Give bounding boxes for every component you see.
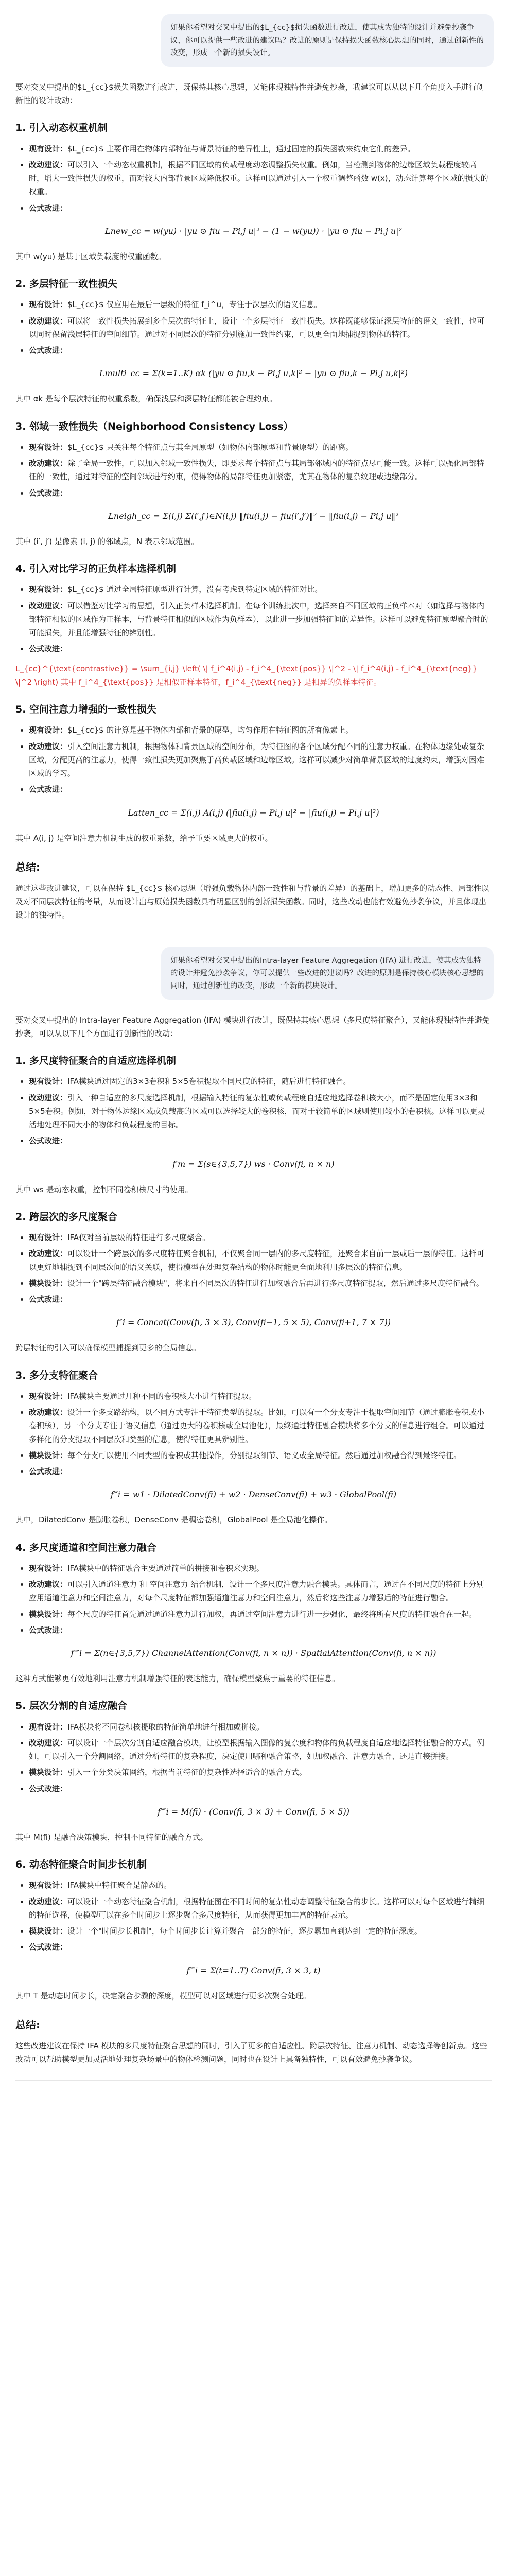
point-text: 引入一个分类决策网络，根据当前特征的复杂性选择适合的融合方式。 xyxy=(67,1768,307,1777)
point-label: 模块设计： xyxy=(29,1278,68,1288)
section-title: 5. 空间注意力增强的一致性损失 xyxy=(15,704,157,716)
point-item xyxy=(29,1075,492,1088)
point-item xyxy=(29,583,492,596)
summary-text: 通过这些改进建议，可以在保持 $L_{cc}$ 核心思想（增强负载物体内部一致性和与背景的差异）的基础上，增加更多的动态性、局部性以及对不同层次特征的考量，从而设计出与原始损失函数具有明显区别的创新损失函数。同时，这些改动也能有效避免抄袭争议，并且体现出设计的独特性。 xyxy=(15,883,489,920)
point-item xyxy=(29,440,492,454)
point-label: 公式改进： xyxy=(29,1295,68,1304)
point-text: $L_{cc}$ 仅应用在最后一层级的特征 f_i^u，专注于深层次的语义信息。 xyxy=(67,300,322,310)
point-item xyxy=(29,314,492,342)
section-points xyxy=(15,723,492,796)
section-title: 1. 多尺度特征聚合的自适应选择机制 xyxy=(15,1055,177,1067)
point-text: IFA模块通过固定的3×3卷积和5×5卷积提取不同尺度的特征，随后进行特征融合。 xyxy=(67,1077,351,1087)
point-item xyxy=(29,1293,492,1306)
section-title: 2. 多层特征一致性损失 xyxy=(15,278,118,290)
point-text: 设计一个"时间步长机制"，每个时间步长计算并聚合一部分的特征，逐步累加直到达到一定的特征深度。 xyxy=(67,1926,422,1936)
point-item xyxy=(29,1607,492,1621)
user-message-2: 如果你希望对交叉中提出的Intra-layer Feature Aggregation (IFA) 进行改进，使其成为独特的设计并避免抄袭争议，你可以提供一些改进的建议吗？改进的原则是保持核心模块核心思想的同时，通过创新性的改变，形成一个新的模块设计。 xyxy=(161,947,494,1000)
point-label: 现有设计： xyxy=(29,585,68,595)
point-label: 模块设计： xyxy=(29,1609,68,1619)
point-text: $L_{cc}$ 的计算是基于物体内部和背景的原型，均匀作用在特征图的所有像素上。 xyxy=(67,725,354,735)
point-item xyxy=(29,201,492,215)
point-item xyxy=(29,1736,492,1764)
point-label: 公式改进： xyxy=(29,203,68,213)
formula-note: 其中 A(i, j) 是空间注意力机制生成的权重系数，给予重要区域更大的权重。 xyxy=(15,833,273,843)
user-message-row-1 xyxy=(13,14,494,67)
section-points xyxy=(15,440,492,500)
point-item xyxy=(29,1449,492,1462)
point-text: 可以设计一个动态特征聚合机制，根据特征图在不同时间的复杂性动态调整特征聚合的步长。这样可以对每个区域进行精细的特征选择，使模型可以在多个时间步上逐步聚合多尺度特征，从而获得更加丰富的特征表示。 xyxy=(29,1896,485,1920)
point-text: 可以设计一个跨层次的多尺度特征聚合机制，不仅聚合同一层内的多尺度特征，还聚合来自前一层或后一层的特征。这样可以更好地捕捉到不同层次间的语义关联，使得模型在处理复杂结构的物体时能更全面地利用多层次的特征信息。 xyxy=(29,1249,485,1272)
point-label: 现有设计： xyxy=(29,300,68,310)
point-item xyxy=(29,456,492,484)
point-text: IFA模块中特征聚合是静态的。 xyxy=(67,1880,171,1890)
section-title: 4. 多尺度通道和空间注意力融合 xyxy=(15,1541,157,1553)
point-label: 改动建议： xyxy=(29,1093,68,1103)
point-text: 除了全局一致性，可以加入邻域一致性损失，即要求每个特征点与其局部邻域内的特征点尽可能一致。这样可以强化局部特征的一致性，通过对特征的空间邻域进行约束，使得物体的局部特征更加紧密，尤其在物体的复杂纹理或边缘部分。 xyxy=(29,459,485,482)
point-item xyxy=(29,642,492,655)
point-text: 设计一个"跨层特征融合模块"，将来自不同层次的特征进行加权融合后再进行多尺度特征提取，然后通过多尺度特征融合。 xyxy=(67,1278,484,1288)
point-label: 现有设计： xyxy=(29,1391,68,1401)
formula: Latten_cc = Σ(i,j) A(i,j) (|fiu(i,j) − Pi,j u|² − |fiu(i,j) − Pi,j u|²) xyxy=(128,807,379,818)
point-label: 现有设计： xyxy=(29,1233,68,1243)
formula: Lneigh_cc = Σ(i,j) Σ(i′,j′)∈N(i,j) ‖fiu(i,j) − fiu(i′,j′)‖² − ‖fiu(i,j) − Pi,j u‖² xyxy=(108,511,399,521)
formula-note: 其中 M(fi) 是融合决策模块，控制不同特征的融合方式。 xyxy=(15,1832,208,1842)
section-points xyxy=(15,1878,492,1954)
point-item xyxy=(29,740,492,781)
point-label: 公式改进： xyxy=(29,1942,68,1952)
point-label: 现有设计： xyxy=(29,442,68,452)
point-text: IFA仅对当前层级的特征进行多尺度聚合。 xyxy=(67,1233,210,1243)
point-item xyxy=(29,486,492,500)
point-label: 改动建议： xyxy=(29,1580,68,1589)
section-title: 5. 层次分割的自适应融合 xyxy=(15,1700,128,1712)
point-label: 改动建议： xyxy=(29,1738,68,1748)
point-label: 公式改进： xyxy=(29,1467,68,1477)
point-text: 可以借鉴对比学习的思想，引入正负样本选择机制。在每个训练批次中，选择来自不同区域的正负样本对（如选择与物体内部特征相似的区域作为正样本，与背景特征相似的区域作为负样本），以此进一步加强特征间的差异性。这样可以避免特征原型聚合时的可能损失，并且能增强特征的辨别性。 xyxy=(29,601,488,638)
point-item xyxy=(29,783,492,796)
point-text: 引入一种自适应的多尺度选择机制，根据输入特征的复杂性或负载程度自适应地选择卷积核大小，而不是固定使用3×3和5×5卷积。例如，对于物体边缘区域或负载高的区域可以选择较大的卷积核，而对于较简单的区域则使用较小的卷积核。这样可以更灵活地处理不同大小的物体和负载程度的目标。 xyxy=(29,1093,485,1130)
formula-note: 其中 ws 是动态权重，控制不同卷积核尺寸的使用。 xyxy=(15,1184,193,1194)
point-text: 可以引入一个动态权重机制，根据不同区域的负载程度动态调整损失权重。例如，当检测到物体的边缘区域负载程度较高时，增大一致性损失的权重，而对较大内部背景区域降低权重。这样可以通过引入一个权重调整函数 w(x)，动态计算每个区域的损失的权重。 xyxy=(29,160,488,197)
point-label: 公式改进： xyxy=(29,644,68,654)
point-item xyxy=(29,1389,492,1403)
point-item xyxy=(29,1134,492,1147)
point-text: 可以将一致性损失拓展到多个层次的特征上，设计一个多层特征一致性损失。这样既能够保证深层特征的语义一致性，也可以同时保留浅层特征的空间细节。通过对不同层次的特征分别施加一致性约束，可以更全面地捕捉到物体的特征。 xyxy=(29,316,485,339)
section-points xyxy=(15,1562,492,1637)
point-item xyxy=(29,1091,492,1132)
section-title: 1. 引入动态权重机制 xyxy=(15,122,108,134)
point-item xyxy=(29,1782,492,1795)
point-label: 改动建议： xyxy=(29,1408,68,1417)
formula-note: 其中 w(yu) 是基于区域负载度的权重函数。 xyxy=(15,251,166,261)
point-label: 改动建议： xyxy=(29,316,68,326)
point-label: 现有设计： xyxy=(29,144,68,154)
formula: f′m = Σ(s∈{3,5,7}) ws · Conv(fi, n × n) xyxy=(172,1159,335,1169)
section-title: 4. 引入对比学习的正负样本选择机制 xyxy=(15,563,177,575)
point-label: 模块设计： xyxy=(29,1926,68,1936)
unrendered-latex: L_{cc}^{\text{contrastive}} = \sum_{i,j} \left( \| f_i^4(i,j) - f_i^4_{\text{pos}} \|^2 - \| f_i^4(i,j) - f_i^4_{\text{neg}} \|^2 \right) 其中 f_i^4_{\text{pos}} 是相似正样本特征，f_i^4_{\text{neg}} 是相异的负样本特征。 xyxy=(15,664,478,687)
section-points xyxy=(15,142,492,215)
point-item xyxy=(29,1247,492,1274)
formula-note: 其中，DilatedConv 是膨胀卷积，DenseConv 是稠密卷积，GlobalPool 是全局池化操作。 xyxy=(15,1515,333,1525)
point-label: 公式改进： xyxy=(29,1625,68,1635)
formula: f″i = Concat(Conv(fi, 3 × 3), Conv(fi−1, 5 × 5), Conv(fi+1, 7 × 7)) xyxy=(116,1317,391,1328)
point-label: 现有设计： xyxy=(29,1563,68,1573)
point-label: 公式改进： xyxy=(29,1136,68,1146)
section-points xyxy=(15,1389,492,1479)
formula: Lnew_cc = w(yu) · |yu ⊙ fiu − Pi,j u|² − (1 − w(yu)) · |yu ⊙ fiu − Pi,j u|² xyxy=(105,226,402,236)
formula-note: 跨层特征的引入可以确保模型捕捉到更多的全局信息。 xyxy=(15,1343,201,1353)
summary-title: 总结: xyxy=(15,2018,40,2031)
point-text: 设计一个多支路结构，以不同方式专注于特征类型的提取。比如，可以有一个分支专注于提取空间细节（通过膨胀卷积或小卷积核），另一个分支专注于语义信息（通过更大的卷积核或全局池化），最终通过特征融合模块将多个分支的信息进行组合。可以通过多样化的分支提取不同层次和类型的信息，使得特征更具辨别性。 xyxy=(29,1408,485,1444)
section-title: 2. 跨层次的多尺度聚合 xyxy=(15,1211,118,1223)
point-item xyxy=(29,1231,492,1244)
point-text: $L_{cc}$ 通过全局特征原型进行计算，没有考虑到特定区域的特征对比。 xyxy=(67,585,323,595)
assistant-message-2 xyxy=(13,1013,494,2081)
section-title: 6. 动态特征聚合时间步长机制 xyxy=(15,1859,147,1871)
point-item xyxy=(29,1878,492,1892)
point-text: IFA模块主要通过几种不同的卷积核大小进行特征提取。 xyxy=(67,1391,256,1401)
section-points xyxy=(15,1075,492,1147)
formula-note: 其中 (i′, j′) 是像素 (i, j) 的邻域点，N 表示邻域范围。 xyxy=(15,536,199,546)
point-label: 现有设计： xyxy=(29,1880,68,1890)
point-label: 公式改进： xyxy=(29,1784,68,1793)
point-item xyxy=(29,1623,492,1637)
point-item xyxy=(29,298,492,311)
point-label: 现有设计： xyxy=(29,1077,68,1087)
point-item xyxy=(29,344,492,357)
section-title: 3. 多分支特征聚合 xyxy=(15,1369,98,1381)
message-divider xyxy=(15,2080,492,2081)
point-item xyxy=(29,1940,492,1954)
point-item xyxy=(29,723,492,737)
point-label: 现有设计： xyxy=(29,1722,68,1732)
point-text: 每个分支可以使用不同类型的卷积或其他操作，分别提取细节、语义或全局特征。然后通过加权融合得到最终特征。 xyxy=(67,1450,462,1460)
point-item xyxy=(29,1895,492,1922)
point-label: 改动建议： xyxy=(29,741,68,751)
point-item xyxy=(29,1277,492,1290)
point-item xyxy=(29,158,492,199)
point-item xyxy=(29,1766,492,1779)
point-item xyxy=(29,1924,492,1938)
point-item xyxy=(29,1562,492,1575)
point-label: 模块设计： xyxy=(29,1450,68,1460)
summary-text: 这些改进建议在保持 IFA 模块的多尺度特征聚合思想的同时，引入了更多的自适应性、跨层次特征、注意力机制、动态选择等创新点。这些改动可以帮助模型更加灵活地处理复杂场景中的物体检测问题，同时也在设计上具备独特性，可以有效避免抄袭争议。 xyxy=(15,2041,487,2064)
point-item xyxy=(29,142,492,156)
user-message-row-2 xyxy=(13,947,494,1000)
point-text: $L_{cc}$ 主要作用在物体内部特征与背景特征的差异性上，通过固定的损失函数来约束它们的差异。 xyxy=(67,144,415,154)
point-label: 模块设计： xyxy=(29,1768,68,1777)
point-text: 可以引入通道注意力 和 空间注意力 结合机制，设计一个多尺度注意力融合模块。具体而言，通过在不同尺度的特征上分别应用通道注意力和空间注意力，对每个尺度特征都加强通道注意力和空间注意力，然后将这些注意力增强后的特征进行融合。 xyxy=(29,1580,484,1603)
point-label: 公式改进： xyxy=(29,488,68,498)
point-text: $L_{cc}$ 只关注每个特征点与其全局原型（如物体内部原型和背景原型）的距离。 xyxy=(67,442,354,452)
formula-note: 其中 αk 是每个层次特征的权重系数，确保浅层和深层特征都能被合理约束。 xyxy=(15,394,277,404)
point-item xyxy=(29,1465,492,1478)
section-points xyxy=(15,1231,492,1306)
point-label: 改动建议： xyxy=(29,459,68,468)
point-label: 公式改进： xyxy=(29,785,68,794)
formula-note: 这种方式能够更有效地利用注意力机制增强特征的表达能力，确保模型聚焦于重要的特征信息。 xyxy=(15,1674,340,1684)
point-text: IFA模块将不同卷积核提取的特征简单地进行相加或拼接。 xyxy=(67,1722,264,1732)
answer-intro: 要对交叉中提出的 Intra-layer Feature Aggregation (IFA) 模块进行改进，既保持其核心思想（多尺度特征聚合），又能体现独特性并避免抄袭，可以从以下几个方面进行创新性的改动： xyxy=(15,1015,490,1038)
point-label: 改动建议： xyxy=(29,1249,68,1259)
point-text: 引入空间注意力机制，根据物体和背景区域的空间分布，为特征图的各个区域分配不同的注意力权重。在物体边缘处或复杂区域，分配更高的注意力，使得一致性损失更加聚焦于高负载区域和边缘区域。这样可以减少对简单背景区域的过度约束，增强对困难区域的学习。 xyxy=(29,741,485,778)
formula: f⁗i = Σ(n∈{3,5,7}) ChannelAttention(Conv(fi, n × n)) · SpatialAttention(Conv(fi, n × n)) xyxy=(71,1648,436,1658)
assistant-message-1 xyxy=(13,80,494,937)
formula: f⁗i = Σ(t=1..T) Conv(fi, 3 × 3, t) xyxy=(186,1965,321,1975)
formula: f‴i = w1 · DilatedConv(fi) + w2 · DenseConv(fi) + w3 · GlobalPool(fi) xyxy=(110,1489,397,1500)
section-points xyxy=(15,583,492,655)
point-item xyxy=(29,1405,492,1446)
formula-note: 其中 T 是动态时间步长，决定聚合步骤的深度，模型可以对区域进行更多次聚合处理。 xyxy=(15,1991,311,2001)
point-label: 现有设计： xyxy=(29,725,68,735)
point-item xyxy=(29,1720,492,1734)
point-text: IFA模块中的特征融合主要通过简单的拼接和卷积来实现。 xyxy=(67,1563,264,1573)
section-title: 3. 邻域一致性损失（Neighborhood Consistency Loss） xyxy=(15,420,293,432)
point-text: 可以设计一个层次分割自适应融合模块，让模型根据输入图像的复杂度和物体的负载程度自适应地选择特征融合的方式。例如，可以引入一个分割网络，通过分析特征的复杂程度，决定使用哪种融合策略，如加权融合、注意力融合、还是直接拼接。 xyxy=(29,1738,485,1761)
summary-title: 总结: xyxy=(15,860,40,873)
section-points xyxy=(15,298,492,357)
point-label: 改动建议： xyxy=(29,601,68,611)
point-label: 公式改进： xyxy=(29,346,68,355)
point-label: 改动建议： xyxy=(29,1896,68,1906)
user-message-1: 如果你希望对交叉中提出的$L_{cc}$损失函数进行改进，使其成为独特的设计并避免抄袭争议，你可以提供一些改进的建议吗？改进的原则是保持损失函数核心思想的同时，通过创新性的改变，形成一个新的损失设计。 xyxy=(161,14,494,67)
point-label: 改动建议： xyxy=(29,160,68,170)
formula: Lmulti_cc = Σ(k=1..K) αk (|yu ⊙ fiu,k − Pi,j u,k|² − |yu ⊙ fiu,k − Pi,j u,k|²) xyxy=(99,368,408,379)
section-points xyxy=(15,1720,492,1795)
answer-intro: 要对交叉中提出的$L_{cc}$损失函数进行改进，既保持其核心思想，又能体现独特性并避免抄袭，我建议可以从以下几个角度入手进行创新性的设计改动： xyxy=(15,82,484,106)
formula: f⁗i = M(fi) · (Conv(fi, 3 × 3) + Conv(fi, 5 × 5)) xyxy=(157,1806,350,1817)
point-item xyxy=(29,1578,492,1605)
point-text: 每个尺度的特征首先通过通道注意力进行加权，再通过空间注意力进行进一步强化，最终将所有尺度的特征融合在一起。 xyxy=(67,1609,477,1619)
point-item xyxy=(29,599,492,640)
